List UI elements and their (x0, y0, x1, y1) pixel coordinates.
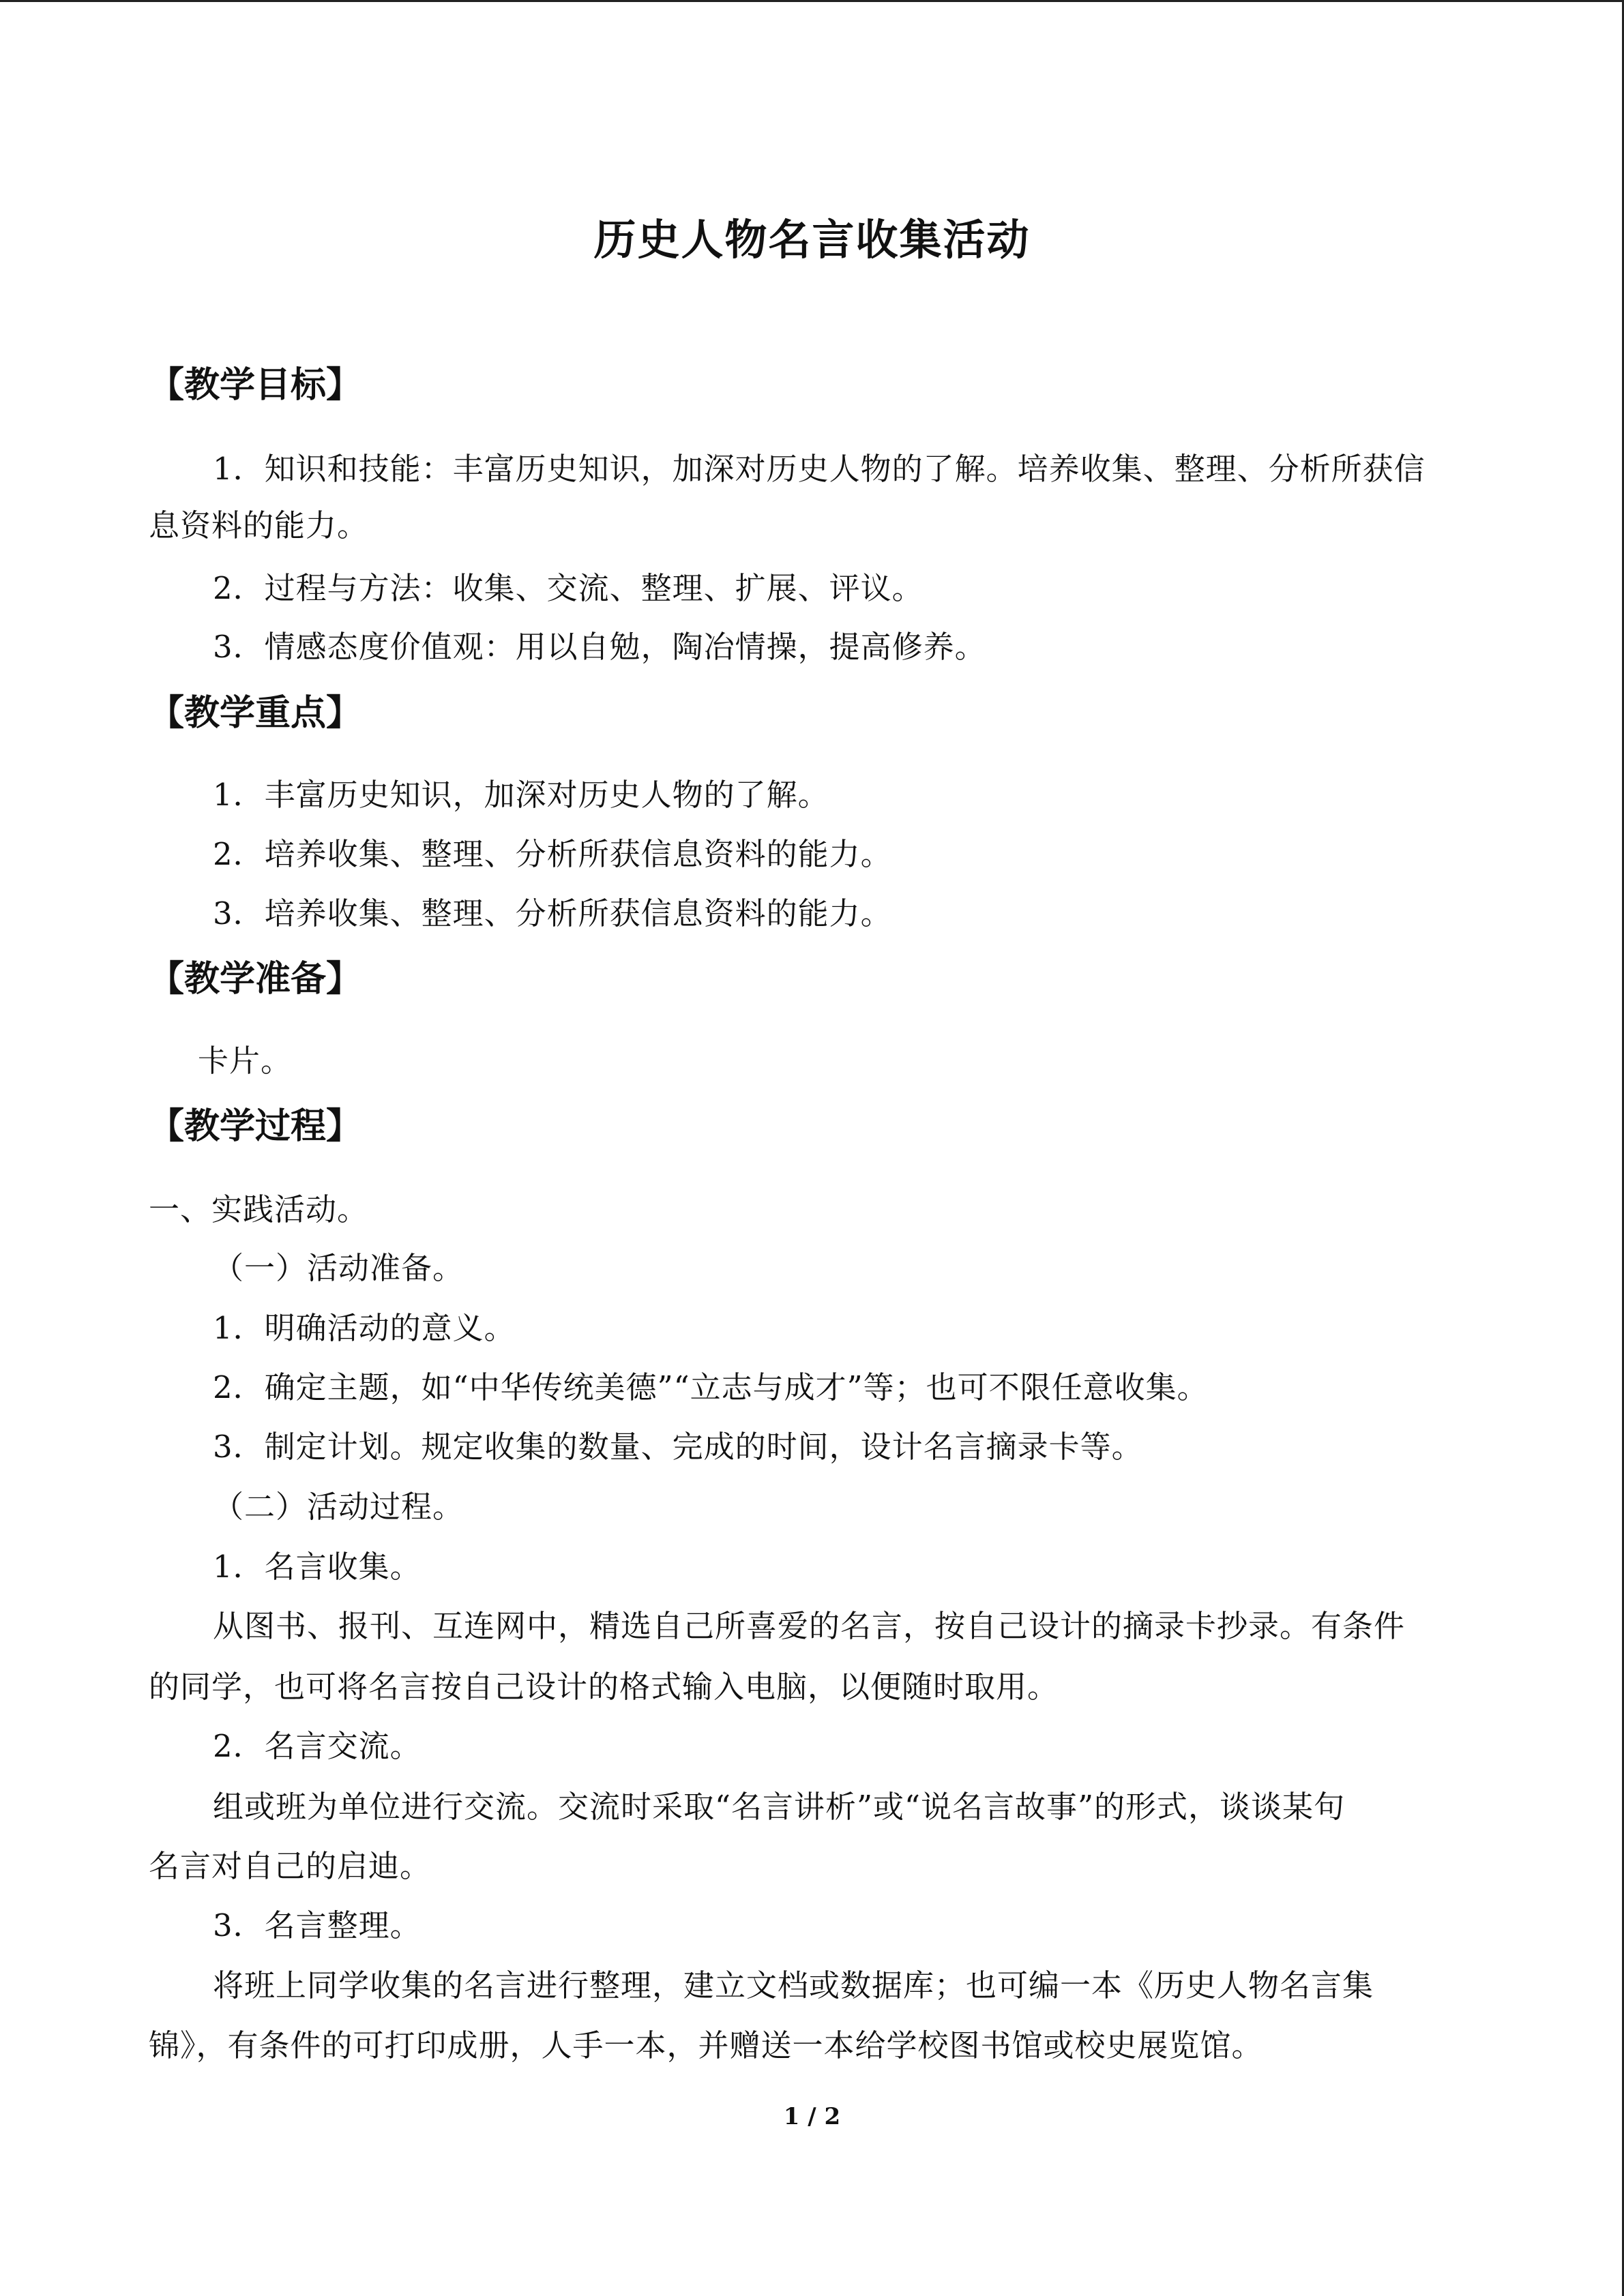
key-point-1: 1．丰富历史知识，加深对历史人物的了解。 (213, 777, 829, 813)
key-point-3: 3．培养收集、整理、分析所获信息资料的能力。 (213, 895, 892, 931)
process-subsection-1: （一）活动准备。 (213, 1250, 464, 1286)
process-quote-collection-desc-2: 的同学，也可将名言按自己设计的格式输入电脑，以便随时取用。 (149, 1669, 1059, 1705)
page-number: 1 / 2 (783, 2103, 841, 2130)
process-item-2: 2．确定主题，如“中华传统美德”“立志与成才”等；也可不限任意收集。 (213, 1369, 1209, 1405)
heading-teaching-process: 【教学过程】 (149, 1106, 362, 1147)
objective-1-line-2: 息资料的能力。 (149, 507, 369, 543)
process-quote-exchange-desc-2: 名言对自己的启迪。 (149, 1848, 432, 1884)
process-quote-organize-desc-2: 锦》，有条件的可打印成册，人手一本，并赠送一本给学校图书馆或校史展览馆。 (149, 2027, 1263, 2063)
process-subsection-2: （二）活动过程。 (213, 1489, 464, 1525)
heading-preparation: 【教学准备】 (149, 959, 362, 1000)
preparation-item: 卡片。 (198, 1043, 293, 1079)
objective-3: 3．情感态度价值观：用以自勉，陶冶情操，提高修养。 (213, 629, 986, 665)
process-item-1: 1．明确活动的意义。 (213, 1310, 516, 1346)
process-quote-collection-desc-1: 从图书、报刊、互连网中，精选自己所喜爱的名言，按自己设计的摘录卡抄录。有条件 (213, 1608, 1406, 1644)
process-item-3: 3．制定计划。规定收集的数量、完成的时间，设计名言摘录卡等。 (213, 1429, 1143, 1465)
process-quote-collection: 1．名言收集。 (213, 1549, 422, 1585)
process-quote-exchange: 2．名言交流。 (213, 1728, 422, 1764)
objective-2: 2．过程与方法：收集、交流、整理、扩展、评议。 (213, 570, 924, 606)
page-top-border (0, 0, 1624, 2)
process-quote-exchange-desc-1: 组或班为单位进行交流。交流时采取“名言讲析”或“说名言故事”的形式，谈谈某句 (213, 1789, 1346, 1825)
document-title: 历史人物名言收集活动 (593, 215, 1031, 265)
process-part-one: 一、实践活动。 (149, 1191, 369, 1227)
key-point-2: 2．培养收集、整理、分析所获信息资料的能力。 (213, 836, 892, 872)
heading-teaching-objectives: 【教学目标】 (149, 365, 362, 406)
objective-1-line-1: 1．知识和技能：丰富历史知识，加深对历史人物的了解。培养收集、整理、分析所获信 (213, 451, 1426, 487)
process-quote-organize-desc-1: 将班上同学收集的名言进行整理，建立文档或数据库；也可编一本《历史人物名言集 (213, 1967, 1374, 2003)
heading-key-points: 【教学重点】 (149, 693, 362, 734)
process-quote-organize: 3．名言整理。 (213, 1907, 422, 1943)
